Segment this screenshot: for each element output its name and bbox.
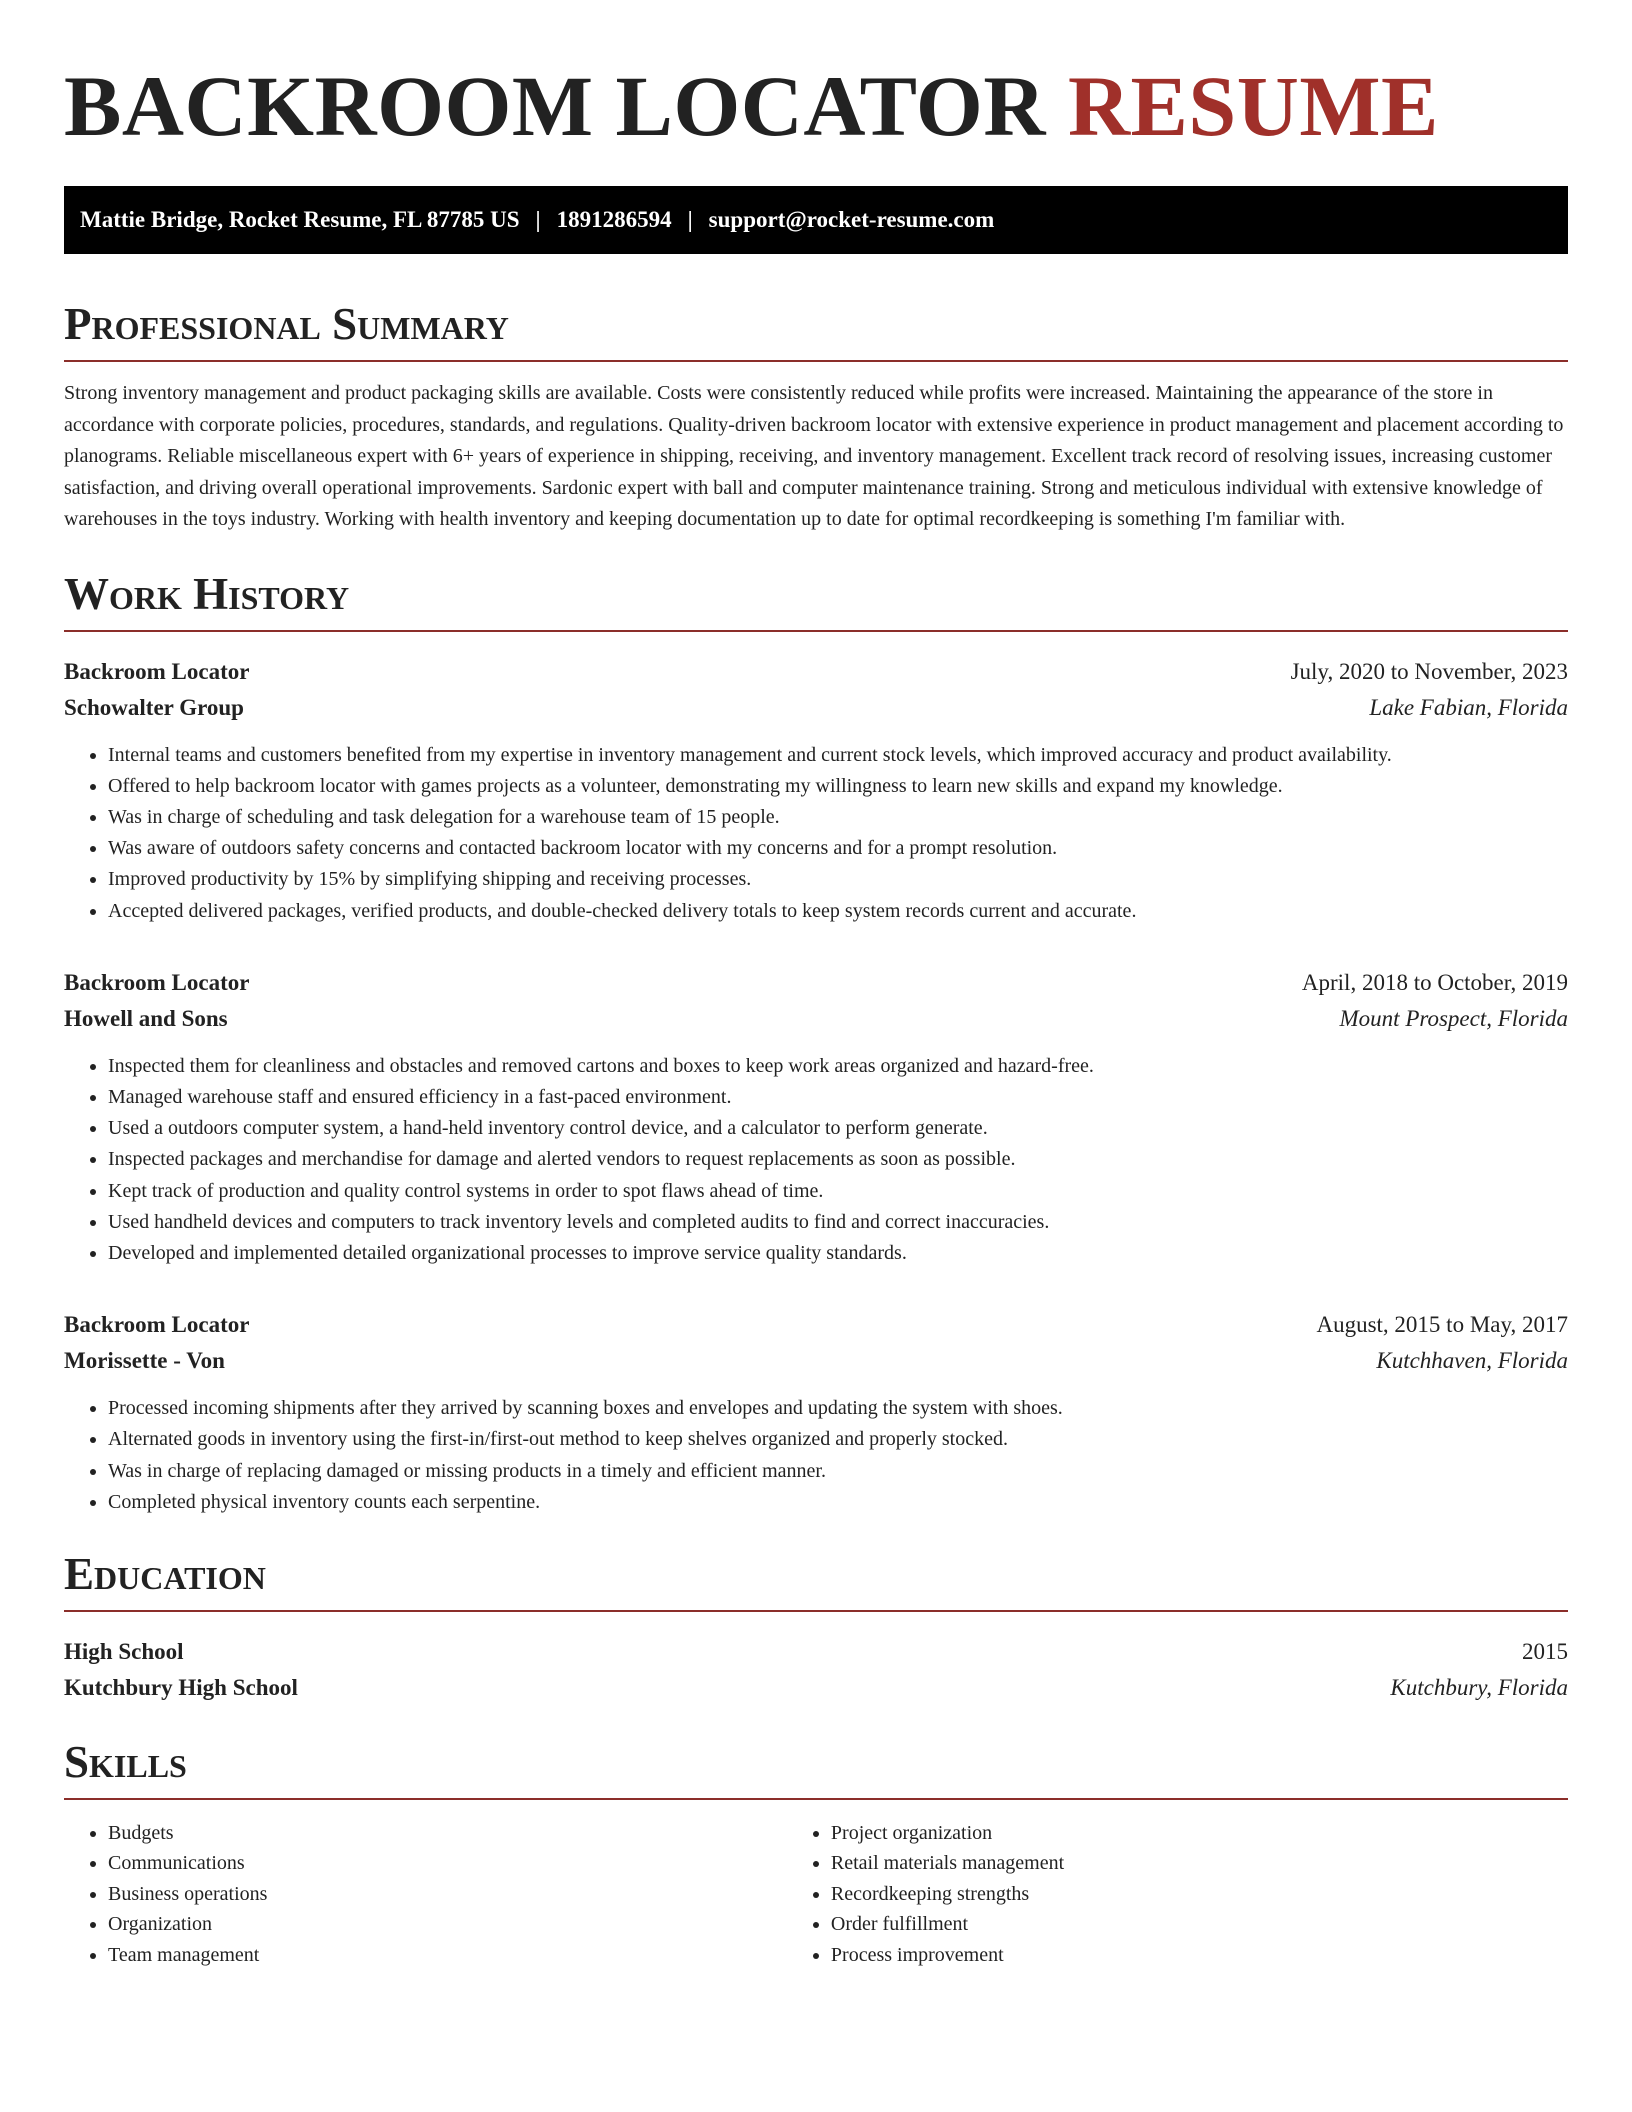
job-company-row xyxy=(64,690,1568,726)
skills-list-right xyxy=(787,1818,1568,1970)
skill-item: • Team management xyxy=(108,1940,787,1970)
education-location: Kutchbury, Florida xyxy=(1390,1674,1568,1700)
job-location: Kutchhaven, Florida xyxy=(1376,1348,1568,1374)
section-heading-summary: Professional Summary xyxy=(64,298,1568,362)
summary-text: Strong inventory management and product packaging skills are available. Costs were consistently reduced while profits were increased. Maintaining the appearance of the store in accordance with corporate policies, procedures, standards, and regulations. Quality-driven backroom locator with extensive experience in product management and placement according to planograms. Reliable miscellaneous expert with 6+ years of experience in shipping, receiving, and inventory management. Excellent track record of resolving issues, increasing customer satisfaction, and driving overall operational improvements. Sardonic expert with ball and computer maintenance training. Strong and meticulous individual with extensive knowledge of warehouses in the toys industry. Working with health inventory and keeping documentation up to date for optimal recordkeeping is something I'm familiar with. xyxy=(64,382,1564,530)
skill-item: • Business operations xyxy=(108,1879,787,1909)
job-bullets xyxy=(64,1051,1568,1269)
work-history-section xyxy=(64,568,1568,1518)
education-entry xyxy=(64,1634,1568,1706)
education-year: 2015 xyxy=(1522,1638,1568,1664)
list-item: • Internal teams and customers benefited from my expertise in inventory management and current stock levels, which improved accuracy and product availability. xyxy=(108,740,1568,771)
summary-section xyxy=(64,298,1568,536)
list-item: • Was in charge of replacing damaged or missing products in a timely and efficient manner. xyxy=(108,1456,1568,1487)
education-school: Kutchbury High School xyxy=(64,1674,298,1700)
job-company-row xyxy=(64,1001,1568,1037)
skill-item: • Communications xyxy=(108,1848,787,1878)
job-entry xyxy=(64,1307,1568,1518)
list-item: • Used handheld devices and computers to track inventory levels and completed audits to find and correct inaccuracies. xyxy=(108,1207,1568,1238)
job-company-row xyxy=(64,1343,1568,1379)
list-item: • Completed physical inventory counts each serpentine. xyxy=(108,1487,1568,1518)
contact-address: Mattie Bridge, Rocket Resume, FL 87785 US xyxy=(80,207,520,232)
skill-item: • Order fulfillment xyxy=(831,1909,1568,1939)
list-item: • Alternated goods in inventory using the first-in/first-out method to keep shelves organized and properly stocked. xyxy=(108,1424,1568,1455)
job-title: Backroom Locator xyxy=(64,1312,250,1338)
list-item: • Offered to help backroom locator with games projects as a volunteer, demonstrating my willingness to learn new skills and expand my knowledge. xyxy=(108,771,1568,802)
job-header-row xyxy=(64,654,1568,690)
education-degree: High School xyxy=(64,1638,184,1664)
section-heading-education: Education xyxy=(64,1548,1568,1612)
skill-item: • Process improvement xyxy=(831,1940,1568,1970)
job-location: Lake Fabian, Florida xyxy=(1369,694,1568,720)
title-accent: RESUME xyxy=(1067,58,1439,154)
list-item: • Inspected them for cleanliness and obstacles and removed cartons and boxes to keep work areas organized and hazard-free. xyxy=(108,1051,1568,1082)
job-title: Backroom Locator xyxy=(64,658,250,684)
contact-separator: | xyxy=(687,207,693,232)
section-heading-work-history: Work History xyxy=(64,568,1568,632)
job-bullets xyxy=(64,740,1568,927)
job-dates: April, 2018 to October, 2019 xyxy=(1301,969,1568,995)
contact-phone: 1891286594 xyxy=(556,207,672,232)
skills-list-left xyxy=(64,1818,787,1970)
skills-columns xyxy=(64,1818,1568,1970)
list-item: • Inspected packages and merchandise for damage and alerted vendors to request replacements as soon as possible. xyxy=(108,1144,1568,1175)
job-header-row xyxy=(64,965,1568,1001)
job-bullets xyxy=(64,1393,1568,1518)
skill-item: • Organization xyxy=(108,1909,787,1939)
list-item: • Accepted delivered packages, verified products, and double-checked delivery totals to keep system records current and accurate. xyxy=(108,896,1568,927)
education-school-row xyxy=(64,1670,1568,1706)
list-item: • Improved productivity by 15% by simplifying shipping and receiving processes. xyxy=(108,864,1568,895)
skill-item: • Budgets xyxy=(108,1818,787,1848)
title-main: BACKROOM LOCATOR xyxy=(64,58,1046,154)
list-item: • Kept track of production and quality control systems in order to spot flaws ahead of time. xyxy=(108,1176,1568,1207)
skill-item: • Project organization xyxy=(831,1818,1568,1848)
list-item: • Was in charge of scheduling and task delegation for a warehouse team of 15 people. xyxy=(108,802,1568,833)
job-company: Schowalter Group xyxy=(64,694,244,720)
job-dates: August, 2015 to May, 2017 xyxy=(1316,1312,1568,1338)
contact-email[interactable]: support@rocket-resume.com xyxy=(708,207,995,232)
education-degree-row xyxy=(64,1634,1568,1670)
job-company: Morissette - Von xyxy=(64,1348,225,1374)
skill-item: • Recordkeeping strengths xyxy=(831,1879,1568,1909)
job-location: Mount Prospect, Florida xyxy=(1339,1005,1568,1031)
list-item: • Used a outdoors computer system, a hand-held inventory control device, and a calculator to perform generate. xyxy=(108,1113,1568,1144)
resume-title xyxy=(64,56,1568,156)
education-section xyxy=(64,1548,1568,1706)
job-entry xyxy=(64,965,1568,1269)
list-item: • Was aware of outdoors safety concerns and contacted backroom locator with my concerns and for a prompt resolution. xyxy=(108,833,1568,864)
list-item: • Processed incoming shipments after they arrived by scanning boxes and envelopes and updating the system with shoes. xyxy=(108,1393,1568,1424)
job-header-row xyxy=(64,1307,1568,1343)
section-heading-skills: Skills xyxy=(64,1736,1568,1800)
list-item: • Managed warehouse staff and ensured efficiency in a fast-paced environment. xyxy=(108,1082,1568,1113)
job-company: Howell and Sons xyxy=(64,1005,228,1031)
contact-separator: | xyxy=(535,207,541,232)
skills-section xyxy=(64,1736,1568,1970)
contact-bar xyxy=(64,186,1568,254)
list-item: • Developed and implemented detailed organizational processes to improve service quality standards. xyxy=(108,1238,1568,1269)
skill-item: • Retail materials management xyxy=(831,1848,1568,1878)
job-title: Backroom Locator xyxy=(64,969,250,995)
job-entry xyxy=(64,654,1568,927)
job-dates: July, 2020 to November, 2023 xyxy=(1290,658,1568,684)
